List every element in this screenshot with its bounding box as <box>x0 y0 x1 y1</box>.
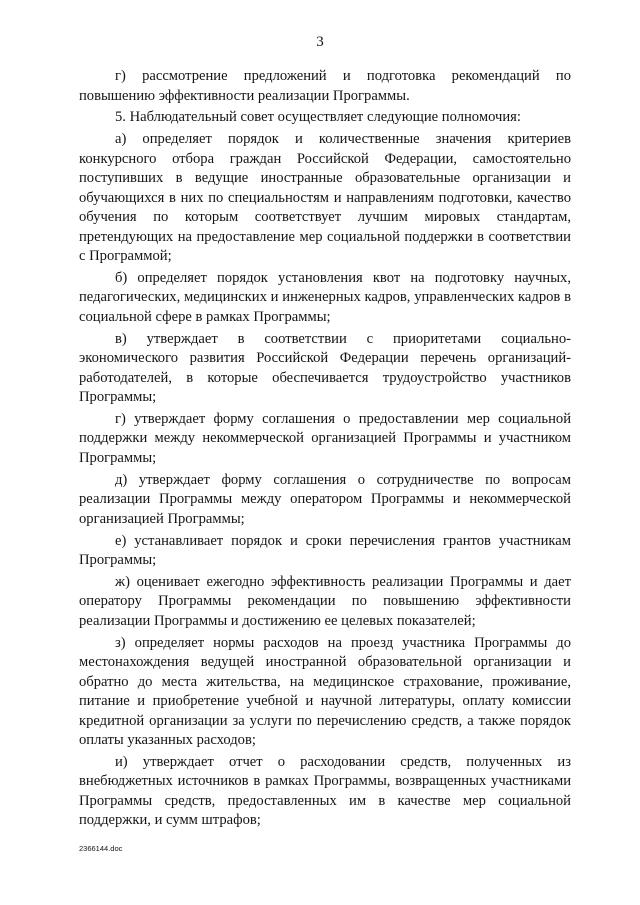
page-number: 3 <box>316 34 324 50</box>
paragraph-item-g: г) утверждает форму соглашения о предоставлении мер социальной поддержки между некоммерческой организацией Программы и участником Программы; <box>79 410 571 466</box>
paragraph-section-5: 5. Наблюдательный совет осуществляет следующие полномочия: <box>115 109 521 126</box>
paragraph-item-g-intro: г) рассмотрение предложений и подготовка рекомендаций по повышению эффективности реализации Программы. <box>79 68 571 104</box>
paragraph-item-a: а) определяет порядок и количественные значения критериев конкурсного отбора граждан Российской Федерации, самостоятельно поступивших в ведущие иностранные образовательные организации и обучающихся в них по специальностям и направлениям подготовки, качество обучения по которым соответствует лучшим мировых стандартам, претендующих на предоставление мер социальной поддержки в соответствии с Программой; <box>79 131 571 265</box>
paragraph-item-b: б) определяет порядок установления квот на подготовку научных, педагогических, медицинских и инженерных кадров, управленческих кадров в социальной сфере в рамках Программы; <box>79 269 571 325</box>
paragraph-item-i: и) утверждает отчет о расходовании средств, полученных из внебюджетных источников в рамках Программы, возвращенных участниками Программы средств, предоставленных им в качестве мер социальной поддержки, и сумм штрафов; <box>79 753 571 829</box>
document-body <box>79 67 571 833</box>
paragraph-item-v: в) утверждает в соответствии с приоритетами социально-экономического развития Российской Федерации перечень организаций-работодателей, в которые обеспечивается трудоустройство участников Программы; <box>79 330 571 406</box>
paragraph-item-z: з) определяет нормы расходов на проезд участника Программы до местонахождения ведущей иностранной образовательной организации и обратно до места жительства, на медицинское страхование, проживание, питание и приобретение учебной и научной литературы, оплату комиссии кредитной организации за услуги по перечислению средств, а также порядок оплаты указанных расходов; <box>79 634 571 749</box>
document-file-reference: 2366144.doc <box>79 844 123 853</box>
paragraph-item-e: е) устанавливает порядок и сроки перечисления грантов участникам Программы; <box>79 532 571 569</box>
paragraph-item-zh: ж) оценивает ежегодно эффективность реализации Программы и дает оператору Программы рекомендации по повышению эффективности реализации Программы и достижению ее целевых показателей; <box>79 573 571 629</box>
paragraph-item-d: д) утверждает форму соглашения о сотрудничестве по вопросам реализации Программы между оператором Программы и некоммерческой организацией Программы; <box>79 471 571 527</box>
